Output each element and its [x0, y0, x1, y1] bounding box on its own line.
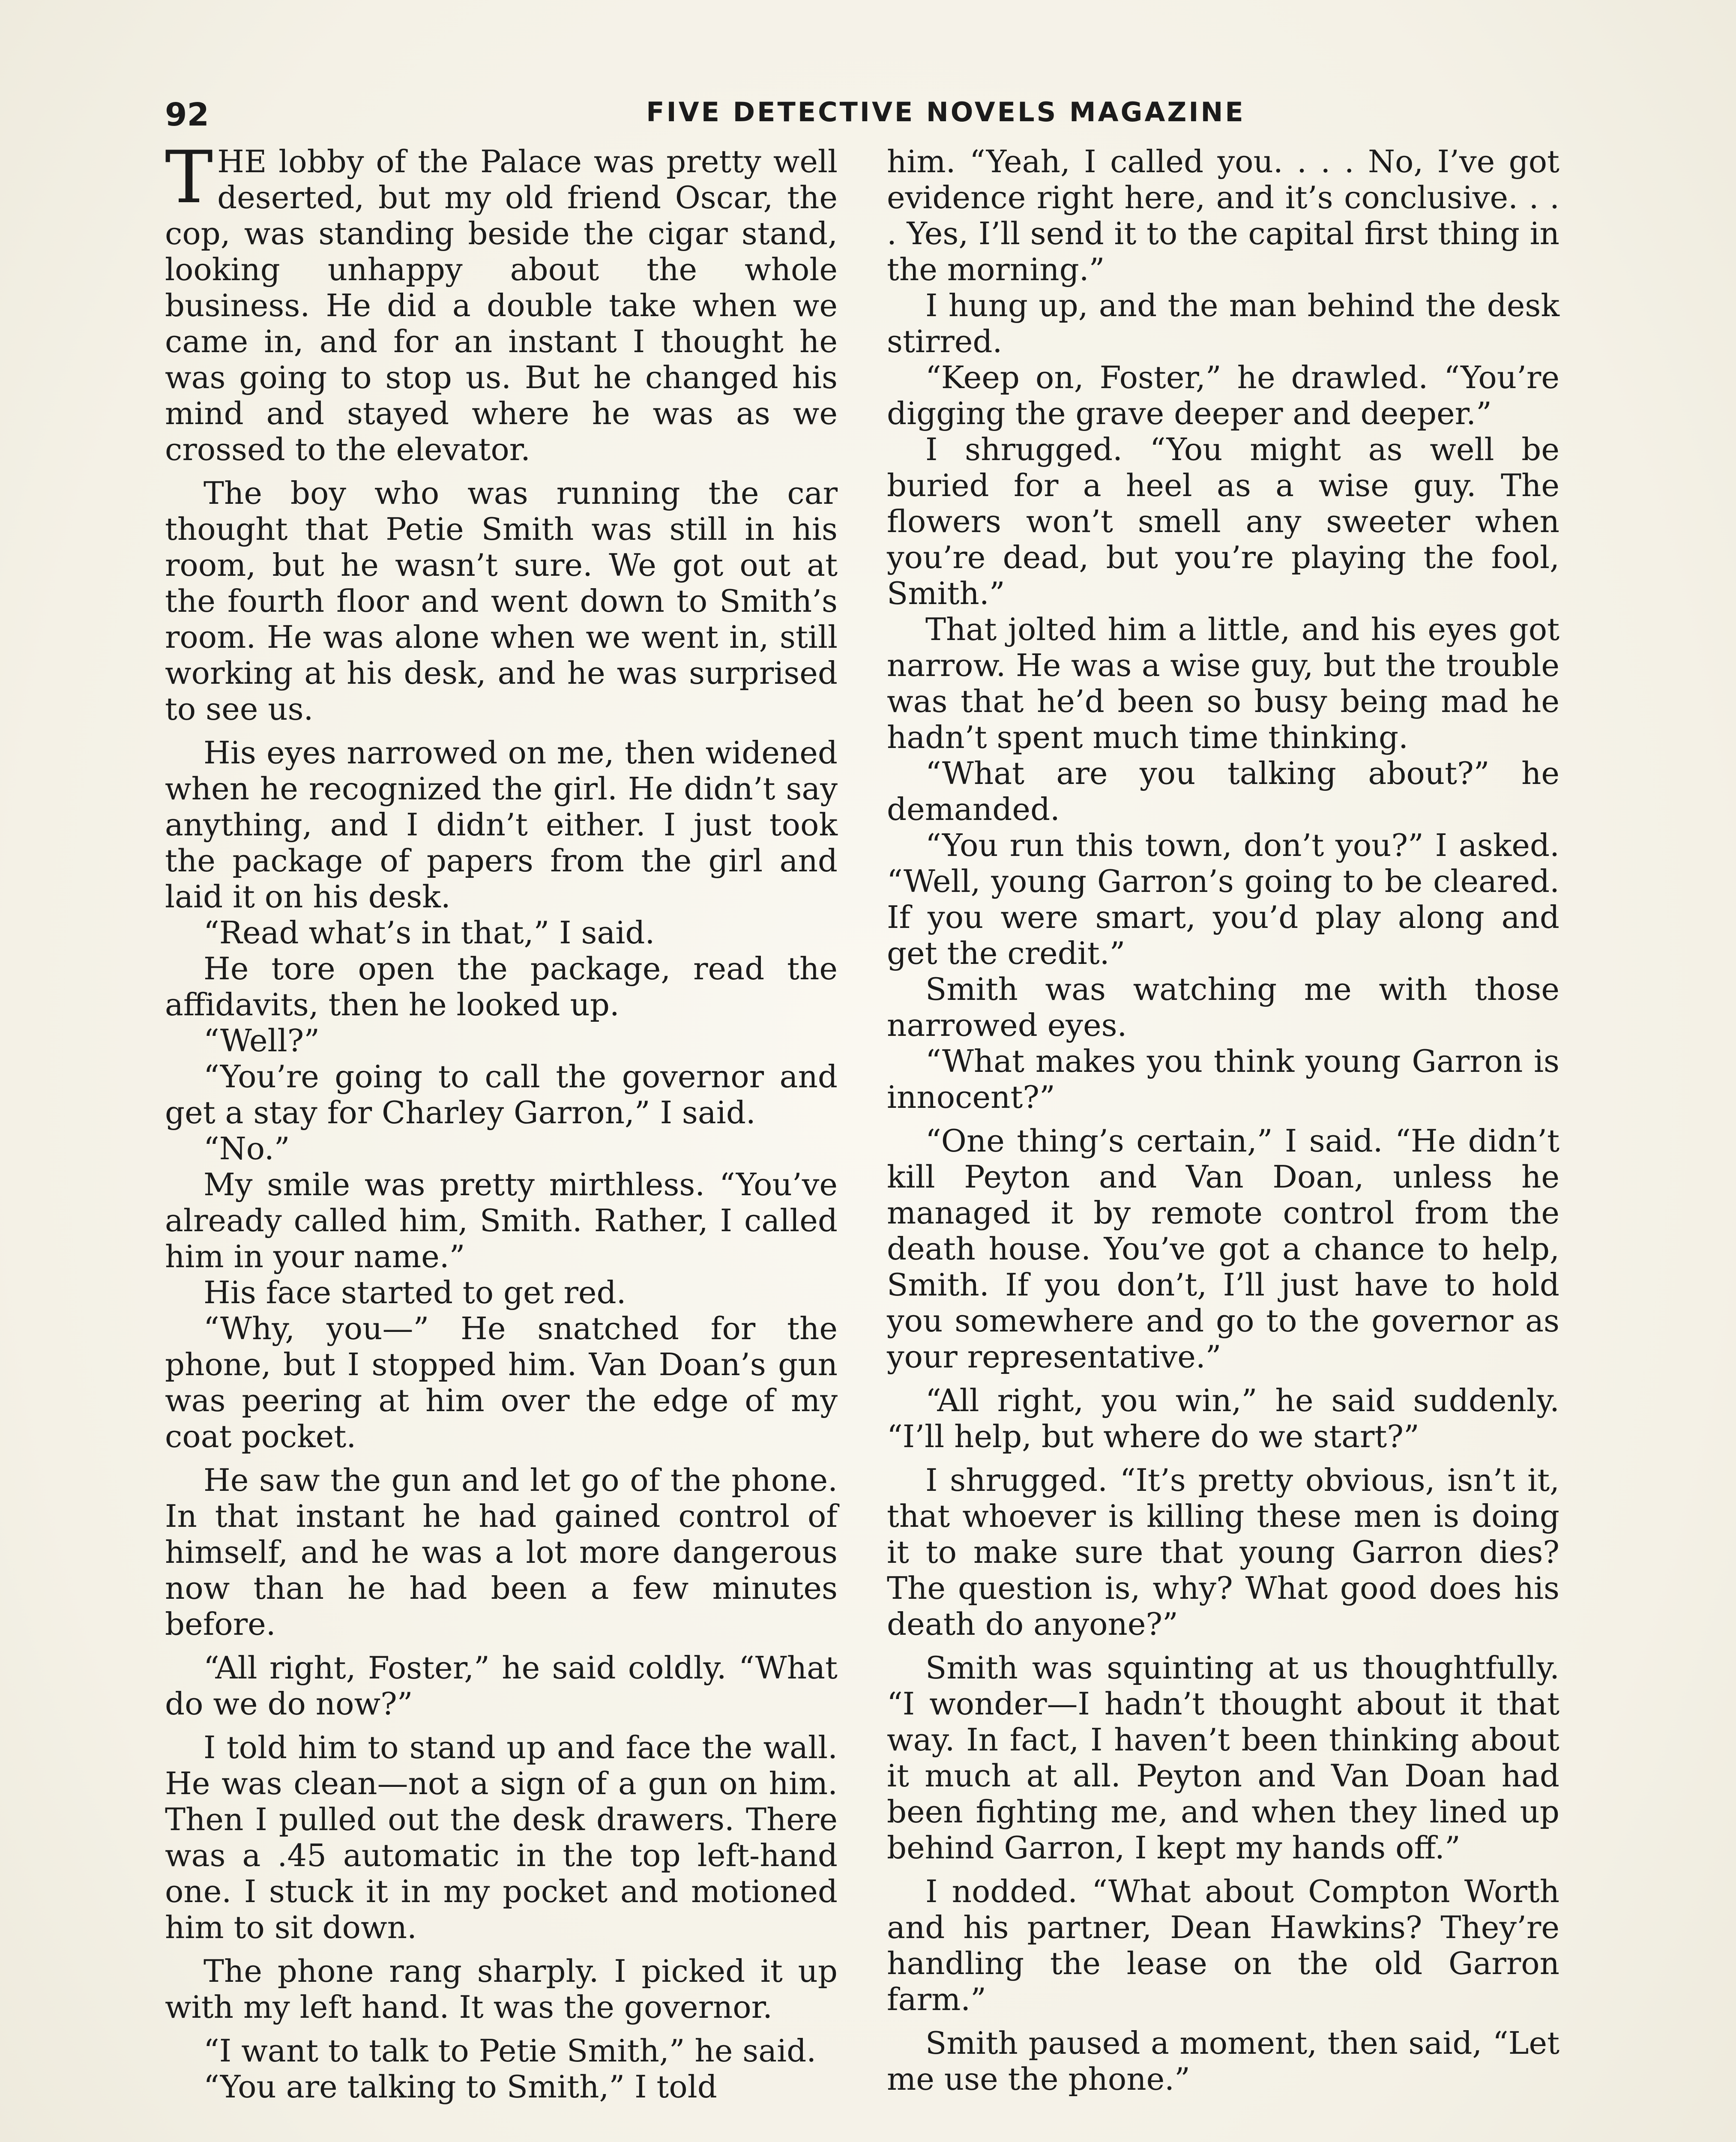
paragraph: “You’re going to call the governor and get a stay for Charley Garron,” I said.	[165, 1059, 838, 1131]
paragraph: “Keep on, Foster,” he drawled. “You’re digging the grave deeper and deeper.”	[887, 359, 1559, 431]
page-number: 92	[165, 96, 209, 133]
paragraph: Smith was watching me with those narrowed eyes.	[887, 971, 1559, 1043]
paragraph: “You are talking to Smith,” I told	[204, 2069, 717, 2105]
paragraph: I hung up, and the man behind the desk stirred.	[887, 287, 1559, 359]
paragraph: He tore open the package, read the affidavits, then he looked up.	[165, 951, 838, 1023]
paragraph: His eyes narrowed on me, then widened when he recognized the girl. He didn’t say anything, and I didn’t either. I just took the package of papers from the girl and laid it on his desk.	[165, 735, 838, 915]
paragraph: I shrugged. “It’s pretty obvious, isn’t it, that whoever is killing these men is doing it to make sure that young Garron dies? The question is, why? What good does his death do anyone?”	[887, 1462, 1559, 1642]
page-header	[165, 96, 1564, 144]
paragraph: I told him to stand up and face the wall. He was clean—not a sign of a gun on him. Then I pulled out the desk drawers. There was a .45 automatic in the top left-hand one. I stuck it in my pocket and motioned him to sit down.	[165, 1729, 838, 1945]
paragraph: “What are you talking about?” he demanded.	[887, 755, 1559, 827]
paragraph: “One thing’s certain,” I said. “He didn’t kill Peyton and Van Doan, unless he managed it by remote control from the death house. You’ve got a chance to help, Smith. If you don’t, I’ll just have to hold you somewhere and go to the governor as your representative.”	[887, 1123, 1559, 1375]
paragraph: Smith was squinting at us thoughtfully. “I wonder—I hadn’t thought about it that way. In fact, I haven’t been thinking about it much at all. Peyton and Van Doan had been fighting me, and when they lined up behind Garron, I kept my hands off.”	[887, 1650, 1559, 1866]
paragraph: The phone rang sharply. I picked it up with my left hand. It was the governor.	[165, 1953, 838, 2025]
paragraph: “All right, you win,” he said suddenly. “I’ll help, but where do we start?”	[887, 1382, 1559, 1454]
left-text-column	[165, 135, 838, 2105]
paragraph: “You run this town, don’t you?” I asked. “Well, young Garron’s going to be cleared. If you were smart, you’d play along and get the credit.”	[887, 827, 1559, 971]
paragraph: “All right, Foster,” he said coldly. “What do we do now?”	[165, 1650, 838, 1722]
right-text-column	[887, 144, 1559, 2097]
paragraph: “Why, you—” He snatched for the phone, but I stopped him. Van Doan’s gun was peering at him over the edge of my coat pocket.	[165, 1310, 838, 1454]
paragraph: That jolted him a little, and his eyes got narrow. He was a wise guy, but the trouble was that he’d been so busy being mad he hadn’t spent much time thinking.	[887, 611, 1559, 755]
paragraph: Smith paused a moment, then said, “Let me use the phone.”	[887, 2025, 1559, 2097]
drop-cap: T	[165, 135, 213, 219]
paragraph: I nodded. “What about Compton Worth and his partner, Dean Hawkins? They’re handling the lease on the old Garron farm.”	[887, 1873, 1559, 2017]
paragraph: him. “Yeah, I called you. . . . No, I’ve got evidence right here, and it’s conclusive. . . . Yes, I’ll send it to the capital first thing in the morning.”	[887, 144, 1559, 287]
paragraph: “No.”	[204, 1131, 290, 1167]
paragraph: “I want to talk to Petie Smith,” he said.	[204, 2033, 817, 2069]
running-head-title: FIVE DETECTIVE NOVELS MAGAZINE	[646, 96, 1245, 128]
paragraph: “What makes you think young Garron is innocent?”	[887, 1043, 1559, 1115]
paragraph: His face started to get red.	[204, 1274, 626, 1310]
paragraph: My smile was pretty mirthless. “You’ve already called him, Smith. Rather, I called him in your name.”	[165, 1167, 838, 1274]
paragraph: “Well?”	[204, 1023, 320, 1059]
paragraph: The boy who was running the car thought that Petie Smith was still in his room, but he wasn’t sure. We got out at the fourth floor and went down to Smith’s room. He was alone when we went in, still working at his desk, and he was surprised to see us.	[165, 475, 838, 727]
paragraph: I shrugged. “You might as well be buried for a heel as a wise guy. The flowers won’t smell any sweeter when you’re dead, but you’re playing the fool, Smith.”	[887, 431, 1559, 611]
paragraph: THE lobby of the Palace was pretty well deserted, but my old friend Oscar, the cop, was standing beside the cigar stand, looking unhappy about the whole business. He did a double take when we came in, and for an instant I thought he was going to stop us. But he changed his mind and stayed where he was as we crossed to the elevator.	[165, 135, 838, 467]
paragraph: He saw the gun and let go of the phone. In that instant he had gained control of himself, and he was a lot more dangerous now than he had been a few minutes before.	[165, 1462, 838, 1642]
paragraph: “Read what’s in that,” I said.	[204, 915, 655, 951]
